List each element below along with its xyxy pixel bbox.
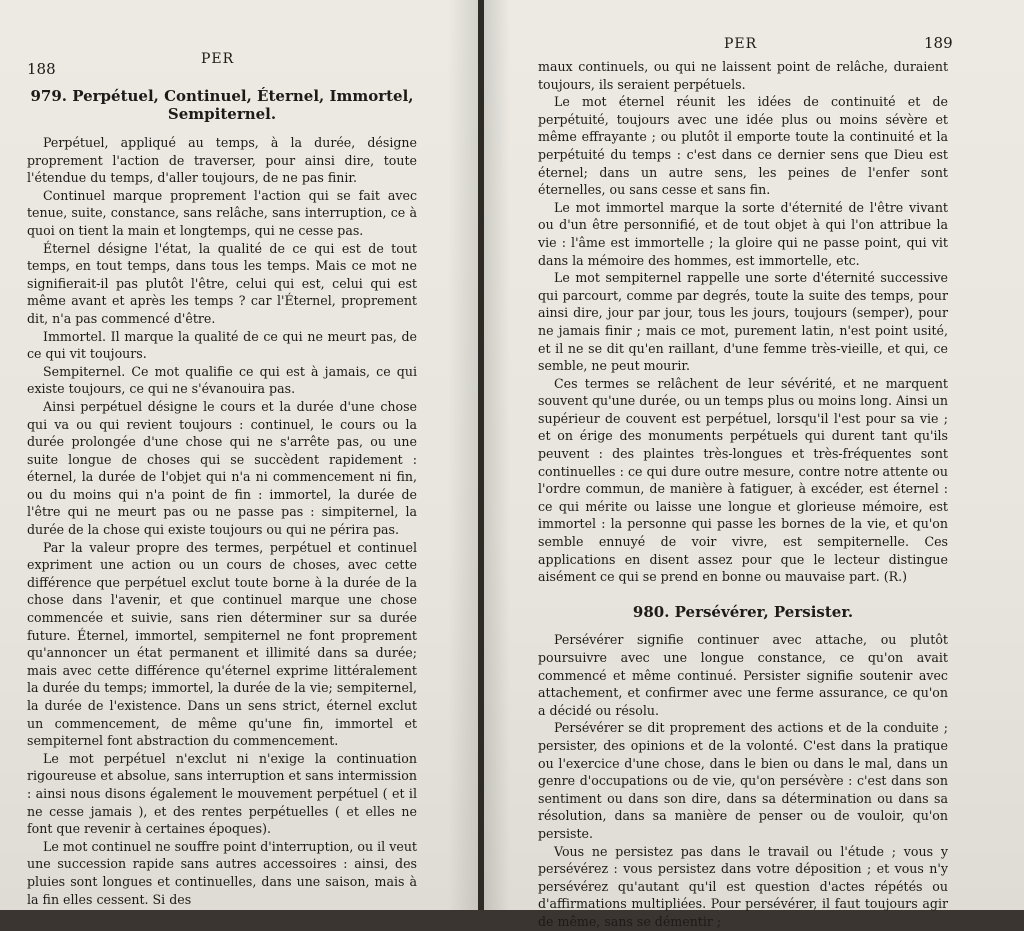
left-body-text	[27, 134, 417, 908]
paragraph: Le mot éternel réunit les idées de continuité et de perpétuité, toujours avec une idée plus ou moins sévère et même effrayante ; ou plutôt il emporte toute la continuité et la perpétuité du temps : c'est dans ce dernier sens que Dieu est éternel; dans un autre sens, les peines de l'enfer sont éternelles, ou sans cesse et sans fin.	[538, 94, 948, 198]
paragraph: Persévérer signifie continuer avec attache, ou plutôt poursuivre avec une longue constance, ce qu'on avait commencé et même continué. Persister signifie soutenir avec attachement, et confirmer avec une ferme assurance, ce qu'on a décidé ou résolu.	[538, 632, 948, 718]
entry-heading	[30, 87, 414, 123]
paragraph: Perpétuel, appliqué au temps, à la durée, désigne proprement l'action de traverser, pour ainsi dire, toute l'étendue du temps, d'aller toujours, de ne pas finir.	[27, 135, 417, 186]
paragraph: Le mot sempiternel rappelle une sorte d'éternité successive qui parcourt, comme par degrés, toute la suite des temps, pour ainsi dire, jour par jour, tous les jours, toujours (semper), pour ne jamais finir ; mais ce mot, purement latin, n'est point usité, et il ne se dit qu'en raillant, d'une femme très-vieille, et qui, ce semble, ne peut mourir.	[538, 270, 948, 374]
paragraph: Sempiternel. Ce mot qualifie ce qui est à jamais, ce qui existe toujours, ce qui ne s'évanouira pas.	[27, 363, 417, 397]
running-head: PER	[724, 36, 758, 52]
paragraph: Immortel. Il marque la qualité de ce qui ne meurt pas, de ce qui vit toujours.	[27, 328, 417, 362]
paragraph: Éternel désigne l'état, la qualité de ce qui est de tout temps, en tout temps, dans tous les temps. Mais ce mot ne signifierait-il pas plutôt l'être, celui qui est, celui qui est même avant et après les temps ? car l'Éternel, proprement dit, n'a pas commencé d'être.	[27, 240, 417, 326]
paragraph: Persévérer se dit proprement des actions et de la conduite ; persister, des opinions et de la volonté. C'est dans la pratique ou l'exercice d'une chose, dans le bien ou dans le mal, dans un genre d'occupations ou de vie, qu'on persévère : c'est dans son sentiment ou dans son dire, dans sa détermination ou dans sa résolution, dans sa manière de penser ou de vouloir, qu'on persiste.	[538, 720, 948, 841]
paragraph: Le mot immortel marque la sorte d'éternité de l'être vivant ou d'un être personnifié, et de tout objet à qui l'on attribue la vie : l'âme est immortelle ; la gloire qui ne passe point, qui vit dans la mémoire des hommes, est immortelle, etc.	[538, 199, 948, 268]
paragraph: maux continuels, ou qui ne laissent point de relâche, duraient toujours, ils seraient perpétuels.	[538, 59, 948, 92]
running-head: PER	[201, 51, 235, 67]
right-page	[484, 0, 1024, 929]
right-body-text	[538, 58, 948, 931]
gutter-shadow	[448, 0, 478, 910]
page-number: 188	[27, 60, 56, 78]
section-heading: 980. Persévérer, Persister.	[632, 602, 854, 621]
left-page	[0, 0, 478, 910]
paragraph: Le mot perpétuel n'exclut ni n'exige la continuation rigoureuse et absolue, sans interruption et sans intermission : ainsi nous disons également le mouvement perpétuel ( et il ne cesse jamais ), et des rentes perpétuelles ( et elles ne font que revenir à certaines époques).	[27, 750, 417, 837]
page-number: 189	[924, 34, 953, 52]
paragraph: Ainsi perpétuel désigne le cours et la durée d'une chose qui va ou qui revient toujours : continuel, le cours ou la durée prolongée d'une chose qui ne s'arrête pas, ou une suite longue de choses qui se succèdent rapidement : éternel, la durée de l'objet qui n'a ni commencement ni fin, ou du moins qui n'a point de fin : immortel, la durée de l'être qui ne meurt pas ou ne passe pas : simpiternel, la durée de la chose qui existe toujours ou qui ne périra pas.	[27, 398, 417, 538]
gutter-shadow	[484, 0, 510, 910]
paragraph: Le mot continuel ne souffre point d'interruption, ou il veut une succession rapide sans autres accessoires : ainsi, des pluies sont longues et continuelles, dans une saison, mais à la fin elles cessent. Si des	[27, 838, 417, 907]
paragraph: Vous ne persistez pas dans le travail ou l'étude ; vous y persévérez : vous persistez dans votre déposition ; et vous n'y persévérez qu'autant qu'il est question d'actes répétés ou d'affirmations multipliées. Pour persévérer, il faut toujours agir de même, sans se démentir ;	[538, 843, 948, 929]
paragraph: Continuel marque proprement l'action qui se fait avec tenue, suite, constance, sans relâche, sans interruption, ce à quoi on tient la main et longtemps, qui ne cesse pas.	[27, 187, 417, 238]
entry-heading-line1: 979. Perpétuel, Continuel, Éternel, Immortel,	[30, 87, 414, 105]
entry-heading-line2: Sempiternel.	[167, 105, 277, 123]
paragraph: Ces termes se relâchent de leur sévérité, et ne marquent souvent qu'une durée, ou un temps plus ou moins long. Ainsi un supérieur de couvent est perpétuel, lorsqu'il l'est pour sa vie ; et on érige des monuments perpétuels qui durent tant qu'ils peuvent : des plaintes très-longues et très-fréquentes sont continuelles : ce qui dure outre mesure, contre notre attente ou l'ordre commun, de manière à fatiguer, à excéder, est éternel : ce qui mérite ou laisse une longue et glorieuse mémoire, est immortel : la personne qui passe les bornes de la vie, et qu'on semble ennuyé de voir vivre, est sempiternelle. Ces applications en disent assez pour que le lecteur distingue aisément ce qui se prend en bonne ou mauvaise part. (R.)	[538, 375, 948, 585]
paragraph: Par la valeur propre des termes, perpétuel et continuel expriment une action ou un cours de choses, avec cette différence que perpétuel exclut toute borne à la durée de la chose dans l'avenir, et que continuel marque une chose commencée et suivie, sans rien déterminer sur sa durée future. Éternel, immortel, sempiternel ne font proprement qu'annoncer un état permanent et illimité dans sa durée; mais avec cette différence qu'éternel exprime littéralement la durée du temps; immortel, la durée de la vie; sempiternel, la durée de l'existence. Dans un sens strict, éternel exclut un commencement, de même qu'une fin, immortel et sempiternel font abstraction du commencement.	[27, 539, 417, 749]
